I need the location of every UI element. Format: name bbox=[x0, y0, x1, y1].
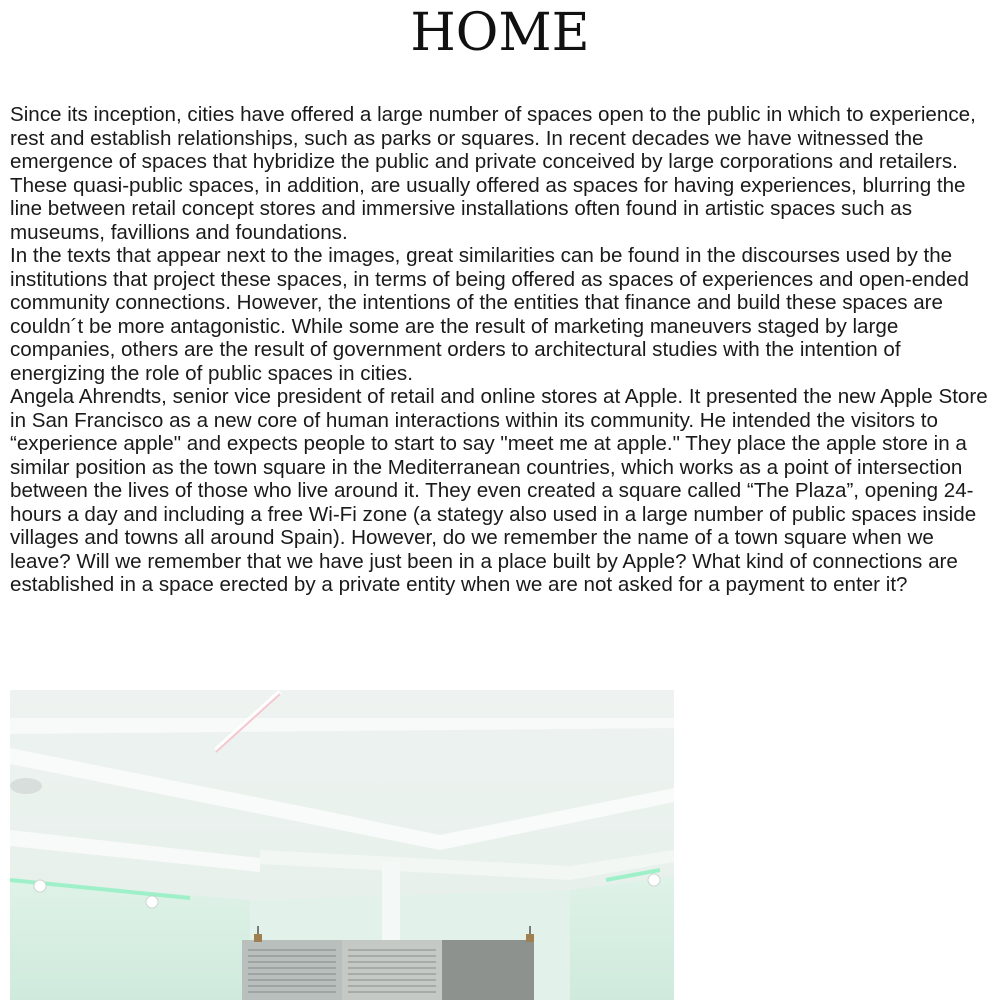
clip bbox=[254, 934, 262, 942]
clip bbox=[526, 934, 534, 942]
hanging-image-panel bbox=[442, 940, 534, 1000]
hanging-text-panel bbox=[242, 940, 342, 1000]
article-paragraph: In the texts that appear next to the images, great similarities can be found in the discourses used by the institutions that project these spaces, in terms of being offered as spaces of experiences and open-ended community connections. However, the intentions of the entities that finance and build these spaces are couldn´t be more antagonistic. While some are the result of marketing maneuvers staged by large companies, others are the result of government orders to architectural studies with the intention of energizing the role of public spaces in cities. bbox=[10, 244, 969, 385]
gallery-installation-photo bbox=[10, 690, 674, 1000]
spotlight bbox=[146, 896, 158, 908]
ceiling-vent bbox=[10, 778, 42, 794]
spotlight bbox=[648, 874, 660, 886]
gallery-photo-illustration bbox=[10, 690, 674, 1000]
spotlight bbox=[34, 880, 46, 892]
page-title: HOME bbox=[410, 3, 590, 63]
article-body bbox=[10, 103, 995, 597]
article-paragraph: Angela Ahrendts, senior vice president of retail and online stores at Apple. It presented the new Apple Store in San Francisco as a new core of human interactions within its community. He intended the visitors to “experience apple" and expects people to start to say "meet me at apple." They place the apple store in a similar position as the town square in the Mediterranean countries, which works as a point of intersection between the lives of those who live around it. They even created a square called “The Plaza”, opening 24-hours a day and including a free Wi-Fi zone (a stategy also used in a large number of public spaces inside villages and towns all around Spain). However, do we remember the name of a town square when we leave? Will we remember that we have just been in a place built by Apple? What kind of connections are established in a space erected by a private entity when we are not asked for a payment to enter it? bbox=[10, 385, 988, 596]
hanging-text-panel bbox=[342, 940, 442, 1000]
article-paragraph: Since its inception, cities have offered a large number of spaces open to the public in which to experience, rest and establish relationships, such as parks or squares. In recent decades we have witnessed the emergence of spaces that hybridize the public and private conceived by large corporations and retailers. These quasi-public spaces, in addition, are usually offered as spaces for having experiences, blurring the line between retail concept stores and immersive installations often found in artistic spaces such as museums, favillions and foundations. bbox=[10, 103, 976, 244]
